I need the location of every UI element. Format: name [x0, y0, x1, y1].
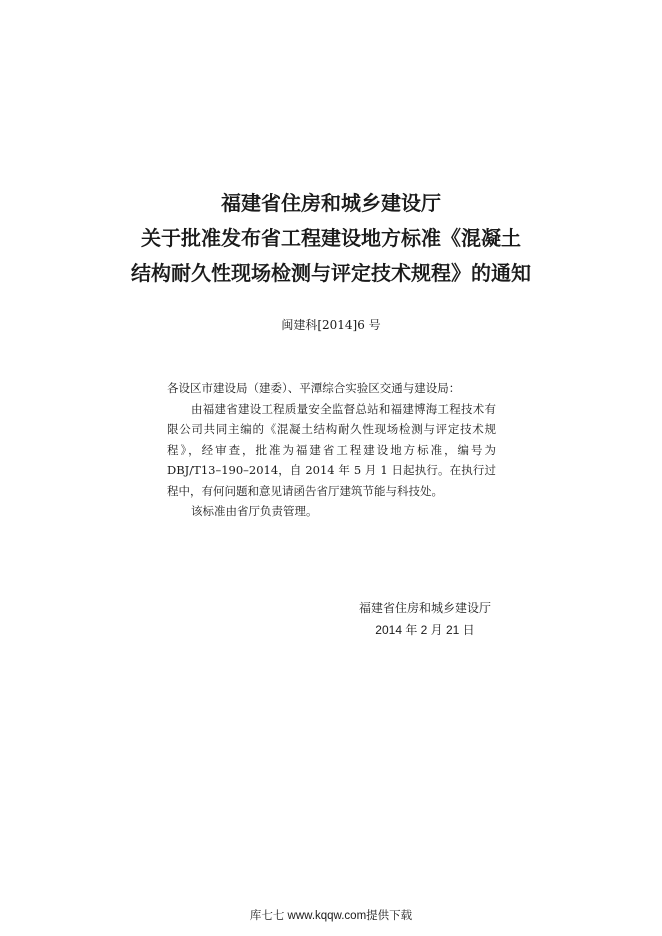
download-watermark: 库七七 www.kqqw.com提供下载 [249, 910, 413, 922]
notice-title [0, 186, 662, 291]
title-line-subject-2: 结构耐久性现场检测与评定技术规程》的通知 [131, 261, 531, 285]
title-line-subject-1: 关于批准发布省工程建设地方标准《混凝土 [141, 226, 521, 250]
title-line-issuer: 福建省住房和城乡建设厅 [221, 191, 441, 215]
document-number: 闽建科[2014]6 号 [281, 318, 381, 332]
approval-paragraph: 由福建省建设工程质量安全监督总站和福建博海工程技术有限公司共同主编的《混凝土结构耐久性现场检测与评定技术规程》，经审查，批准为福建省工程建设地方标准，编号为DBJ/T13–190–2014，自 2014 年 5 月 1 日起执行。在执行过程中，有何问题和意见请函告省厅建筑节能与科技处。 [167, 401, 496, 498]
salutation-paragraph: 各设区市建设局（建委）、平潭综合实验区交通与建设局： [167, 381, 461, 395]
issue-date: 2014 年 2 月 21 日 [375, 623, 475, 637]
management-paragraph: 该标准由省厅负责管理。 [191, 504, 318, 518]
issuer-name: 福建省住房和城乡建设厅 [358, 601, 491, 615]
signature-block [330, 597, 520, 641]
notice-body [167, 378, 496, 522]
